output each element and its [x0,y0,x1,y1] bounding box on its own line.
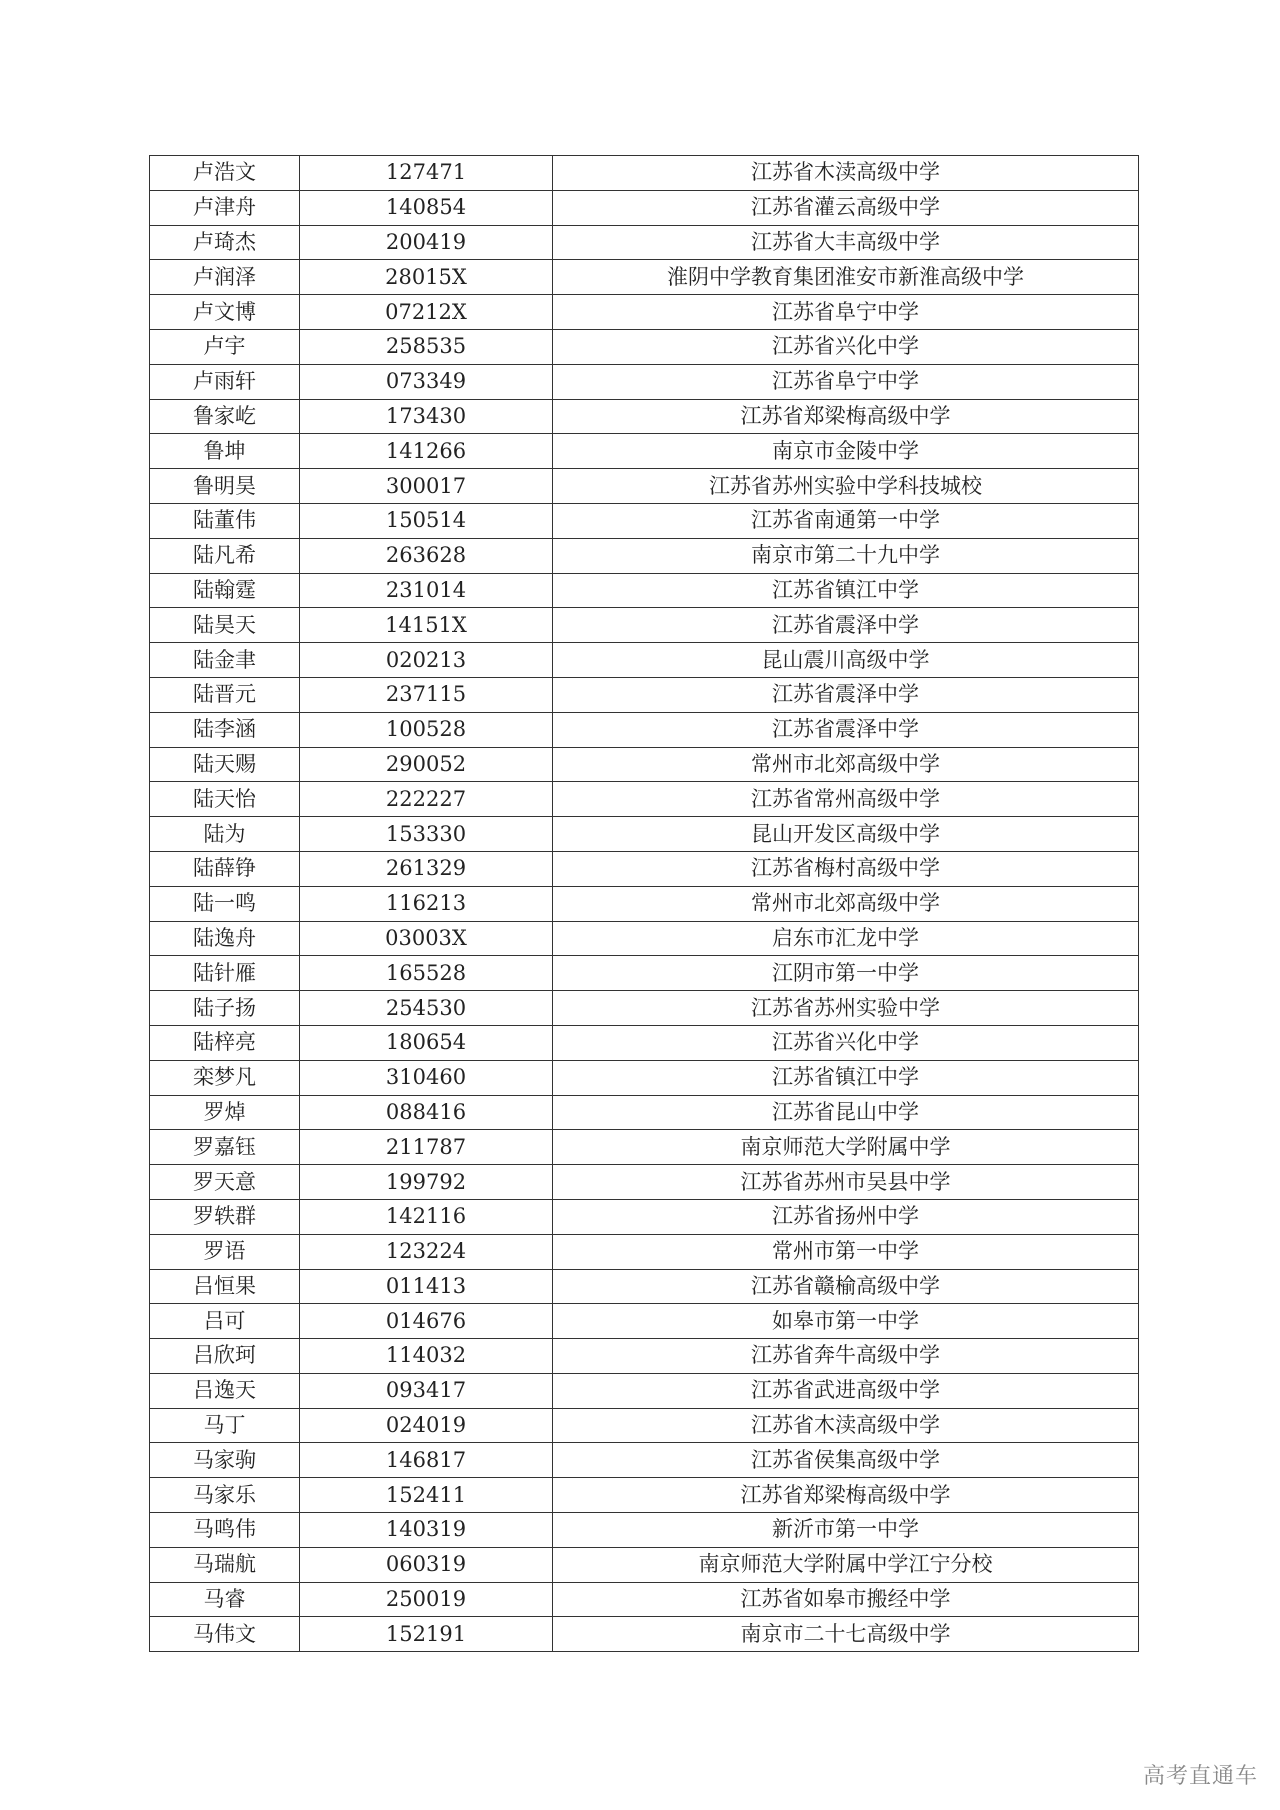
school-name-cell: 江苏省震泽中学 [553,677,1139,712]
student-id-cell: 140319 [300,1513,553,1548]
school-name-cell: 江苏省苏州市吴县中学 [553,1165,1139,1200]
student-name-cell: 罗嘉钰 [150,1130,300,1165]
school-name-cell: 江苏省扬州中学 [553,1199,1139,1234]
student-id-cell: 152191 [300,1617,553,1652]
school-name-cell: 江苏省奔牛高级中学 [553,1339,1139,1374]
table-row [150,677,1139,712]
student-name-cell: 陆金聿 [150,643,300,678]
table-row [150,364,1139,399]
student-id-cell: 150514 [300,503,553,538]
school-name-cell: 江苏省苏州实验中学 [553,991,1139,1026]
student-id-cell: 093417 [300,1373,553,1408]
school-name-cell: 新沂市第一中学 [553,1513,1139,1548]
table-row [150,1269,1139,1304]
school-name-cell: 江阴市第一中学 [553,956,1139,991]
school-name-cell: 江苏省震泽中学 [553,608,1139,643]
student-roster-table [149,155,1139,1652]
student-name-cell: 鲁坤 [150,434,300,469]
student-name-cell: 马家驹 [150,1443,300,1478]
student-id-cell: 100528 [300,712,553,747]
school-name-cell: 江苏省昆山中学 [553,1095,1139,1130]
table-row [150,1095,1139,1130]
student-id-cell: 231014 [300,573,553,608]
school-name-cell: 如皋市第一中学 [553,1304,1139,1339]
table-row [150,747,1139,782]
student-id-cell: 088416 [300,1095,553,1130]
table-row [150,1373,1139,1408]
table-row [150,1199,1139,1234]
table-row [150,1443,1139,1478]
school-name-cell: 江苏省苏州实验中学科技城校 [553,469,1139,504]
student-id-cell: 250019 [300,1582,553,1617]
student-id-cell: 28015X [300,260,553,295]
student-id-cell: 114032 [300,1339,553,1374]
watermark-text: 高考直通车 [1142,1764,1258,1789]
student-name-cell: 吕逸天 [150,1373,300,1408]
table-row [150,1513,1139,1548]
school-name-cell: 江苏省大丰高级中学 [553,225,1139,260]
table-row [150,190,1139,225]
student-id-cell: 03003X [300,921,553,956]
table-row [150,295,1139,330]
student-id-cell: 020213 [300,643,553,678]
table-row [150,851,1139,886]
student-name-cell: 陆一鸣 [150,886,300,921]
student-id-cell: 153330 [300,817,553,852]
student-name-cell: 陆薛铮 [150,851,300,886]
school-name-cell: 江苏省阜宁中学 [553,364,1139,399]
student-name-cell: 陆李涵 [150,712,300,747]
table-row [150,1617,1139,1652]
school-name-cell: 江苏省郑梁梅高级中学 [553,1478,1139,1513]
school-name-cell: 江苏省如皋市搬经中学 [553,1582,1139,1617]
table-row [150,260,1139,295]
school-name-cell: 江苏省郑梁梅高级中学 [553,399,1139,434]
school-name-cell: 江苏省兴化中学 [553,329,1139,364]
student-id-cell: 290052 [300,747,553,782]
student-name-cell: 陆逸舟 [150,921,300,956]
table-row [150,1582,1139,1617]
student-id-cell: 263628 [300,538,553,573]
table-row [150,608,1139,643]
table-row [150,1339,1139,1374]
student-name-cell: 马家乐 [150,1478,300,1513]
school-name-cell: 昆山震川高级中学 [553,643,1139,678]
student-id-cell: 141266 [300,434,553,469]
table-row [150,538,1139,573]
school-name-cell: 常州市北郊高级中学 [553,747,1139,782]
student-id-cell: 300017 [300,469,553,504]
student-name-cell: 马睿 [150,1582,300,1617]
student-name-cell: 罗语 [150,1234,300,1269]
student-id-cell: 173430 [300,399,553,434]
student-id-cell: 07212X [300,295,553,330]
student-id-cell: 165528 [300,956,553,991]
student-id-cell: 073349 [300,364,553,399]
student-name-cell: 鲁家屹 [150,399,300,434]
table-row [150,643,1139,678]
table-row [150,1025,1139,1060]
student-id-cell: 142116 [300,1199,553,1234]
student-name-cell: 陆针雁 [150,956,300,991]
student-id-cell: 258535 [300,329,553,364]
student-name-cell: 马鸣伟 [150,1513,300,1548]
student-id-cell: 024019 [300,1408,553,1443]
school-name-cell: 江苏省常州高级中学 [553,782,1139,817]
student-name-cell: 陆晋元 [150,677,300,712]
school-name-cell: 江苏省赣榆高级中学 [553,1269,1139,1304]
school-name-cell: 江苏省镇江中学 [553,1060,1139,1095]
school-name-cell: 江苏省震泽中学 [553,712,1139,747]
table-row [150,399,1139,434]
student-name-cell: 陆天怡 [150,782,300,817]
table-row [150,956,1139,991]
student-name-cell: 陆翰霆 [150,573,300,608]
table-row [150,1234,1139,1269]
school-name-cell: 南京市金陵中学 [553,434,1139,469]
school-name-cell: 江苏省梅村高级中学 [553,851,1139,886]
student-id-cell: 060319 [300,1547,553,1582]
student-id-cell: 211787 [300,1130,553,1165]
table-row [150,817,1139,852]
student-name-cell: 鲁明昊 [150,469,300,504]
student-id-cell: 14151X [300,608,553,643]
student-name-cell: 陆子扬 [150,991,300,1026]
student-name-cell: 罗天意 [150,1165,300,1200]
table-row [150,886,1139,921]
student-name-cell: 陆天赐 [150,747,300,782]
student-name-cell: 卢琦杰 [150,225,300,260]
student-id-cell: 140854 [300,190,553,225]
table-row [150,1130,1139,1165]
table-row [150,782,1139,817]
student-name-cell: 卢津舟 [150,190,300,225]
school-name-cell: 江苏省兴化中学 [553,1025,1139,1060]
school-name-cell: 昆山开发区高级中学 [553,817,1139,852]
table-row [150,225,1139,260]
student-id-cell: 123224 [300,1234,553,1269]
table-row [150,1408,1139,1443]
school-name-cell: 江苏省木渎高级中学 [553,156,1139,191]
student-name-cell: 马瑞航 [150,1547,300,1582]
school-name-cell: 江苏省武进高级中学 [553,1373,1139,1408]
table-row [150,434,1139,469]
table-row [150,921,1139,956]
student-id-cell: 011413 [300,1269,553,1304]
student-id-cell: 152411 [300,1478,553,1513]
table-row [150,1165,1139,1200]
student-name-cell: 陆凡希 [150,538,300,573]
student-name-cell: 吕可 [150,1304,300,1339]
student-name-cell: 吕恒果 [150,1269,300,1304]
school-name-cell: 南京市第二十九中学 [553,538,1139,573]
school-name-cell: 南京师范大学附属中学江宁分校 [553,1547,1139,1582]
table-row [150,469,1139,504]
student-id-cell: 254530 [300,991,553,1026]
student-id-cell: 116213 [300,886,553,921]
school-name-cell: 江苏省木渎高级中学 [553,1408,1139,1443]
student-name-cell: 卢润泽 [150,260,300,295]
table-row [150,712,1139,747]
student-id-cell: 237115 [300,677,553,712]
student-name-cell: 罗轶群 [150,1199,300,1234]
student-name-cell: 马伟文 [150,1617,300,1652]
student-name-cell: 陆为 [150,817,300,852]
school-name-cell: 江苏省阜宁中学 [553,295,1139,330]
table-row [150,573,1139,608]
school-name-cell: 启东市汇龙中学 [553,921,1139,956]
table-row [150,503,1139,538]
school-name-cell: 常州市第一中学 [553,1234,1139,1269]
school-name-cell: 江苏省侯集高级中学 [553,1443,1139,1478]
student-name-cell: 卢浩文 [150,156,300,191]
student-name-cell: 陆昊天 [150,608,300,643]
school-name-cell: 江苏省南通第一中学 [553,503,1139,538]
student-name-cell: 陆梓亮 [150,1025,300,1060]
school-name-cell: 淮阴中学教育集团淮安市新淮高级中学 [553,260,1139,295]
student-id-cell: 222227 [300,782,553,817]
student-id-cell: 014676 [300,1304,553,1339]
table-row [150,991,1139,1026]
school-name-cell: 江苏省灌云高级中学 [553,190,1139,225]
student-name-cell: 卢宇 [150,329,300,364]
school-name-cell: 江苏省镇江中学 [553,573,1139,608]
school-name-cell: 南京市二十七高级中学 [553,1617,1139,1652]
school-name-cell: 常州市北郊高级中学 [553,886,1139,921]
table-row [150,1478,1139,1513]
student-name-cell: 吕欣珂 [150,1339,300,1374]
student-name-cell: 马丁 [150,1408,300,1443]
student-id-cell: 180654 [300,1025,553,1060]
student-id-cell: 200419 [300,225,553,260]
table-row [150,1060,1139,1095]
student-name-cell: 陆董伟 [150,503,300,538]
table-row [150,1304,1139,1339]
student-id-cell: 127471 [300,156,553,191]
student-id-cell: 199792 [300,1165,553,1200]
roster-body [150,156,1139,1652]
student-id-cell: 310460 [300,1060,553,1095]
student-name-cell: 卢雨轩 [150,364,300,399]
student-name-cell: 罗焯 [150,1095,300,1130]
table-row [150,1547,1139,1582]
student-name-cell: 卢文博 [150,295,300,330]
table-row [150,156,1139,191]
school-name-cell: 南京师范大学附属中学 [553,1130,1139,1165]
student-id-cell: 261329 [300,851,553,886]
student-name-cell: 栾梦凡 [150,1060,300,1095]
student-id-cell: 146817 [300,1443,553,1478]
table-row [150,329,1139,364]
